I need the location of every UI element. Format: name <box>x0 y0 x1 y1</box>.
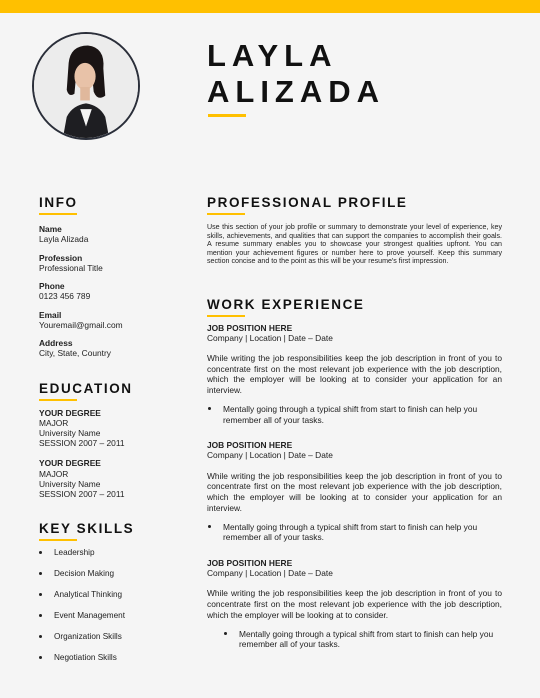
education-title: EDUCATION <box>39 380 133 396</box>
phone-label: Phone <box>39 281 65 291</box>
degree-major: MAJOR <box>39 417 69 428</box>
degree-university: University Name <box>39 427 101 438</box>
job-position: JOB POSITION HERE <box>207 557 293 568</box>
job-entry <box>207 440 502 543</box>
job-entry <box>207 558 502 650</box>
experience-title: WORK EXPERIENCE <box>207 296 365 312</box>
name-label: Name <box>39 224 62 234</box>
first-name: LAYLA <box>207 38 338 73</box>
job-entry <box>207 323 502 426</box>
job-description: While writing the job responsibilities keep the job description in front of you to concentrate first on the most relevant job experience with the job description, which the employer will be looking at to consider your application for an interview. <box>207 353 502 396</box>
skill-item: Analytical Thinking <box>39 590 189 611</box>
profession-value: Professional Title <box>39 262 103 273</box>
right-column <box>207 195 502 650</box>
education-item <box>39 458 189 499</box>
skill-item: Organization Skills <box>39 632 189 653</box>
profession-label: Profession <box>39 252 83 263</box>
skills-underline <box>39 539 77 541</box>
job-meta: Company | Location | Date – Date <box>207 450 333 461</box>
last-name: ALIZADA <box>207 74 386 109</box>
name-underline <box>208 114 246 117</box>
profile-text: Use this section of your job profile or summary to demonstrate your level of experience, key skills, achievements, and qualities that can support the companies to accomplish their goals. A resume summary enables you to showcase your strongest qualities upfront. You can mention your achievement figures or number here to prove yourself. Keep this summary section concise and to the point as this will be your resume's first impression. <box>207 223 502 265</box>
degree-title: YOUR DEGREE <box>39 407 101 418</box>
skills-title: KEY SKILLS <box>39 521 135 537</box>
skill-item: Leadership <box>39 548 189 569</box>
skill-item: Negotiation Skills <box>39 653 189 674</box>
experience-underline <box>207 315 245 317</box>
education-underline <box>39 399 77 401</box>
skill-item: Event Management <box>39 611 189 632</box>
left-column <box>39 195 189 674</box>
degree-title: YOUR DEGREE <box>39 458 101 469</box>
degree-session: SESSION 2007 – 2011 <box>39 488 125 499</box>
address-label: Address <box>39 338 73 348</box>
skills-list <box>39 548 189 674</box>
candidate-name <box>207 38 385 110</box>
top-accent-bar <box>0 0 540 13</box>
info-underline <box>39 213 77 215</box>
email-label: Email <box>39 309 62 320</box>
job-bullet: Mentally going through a typical shift from start to finish can help you remember all of your tasks. <box>207 404 502 425</box>
info-title: INFO <box>39 195 78 210</box>
job-meta: Company | Location | Date – Date <box>207 332 333 343</box>
degree-university: University Name <box>39 478 101 489</box>
address-value: City, State, Country <box>39 348 111 358</box>
job-position: JOB POSITION HERE <box>207 440 293 451</box>
degree-major: MAJOR <box>39 468 69 479</box>
profile-underline <box>207 213 245 215</box>
job-bullet: Mentally going through a typical shift from start to finish can help you remember all of your tasks. <box>223 629 502 650</box>
job-description: While writing the job responsibilities keep the job description in front of you to concentrate first on the most relevant job experience with the job description, which the employer will be looking at to consider. <box>207 588 502 620</box>
skill-item: Decision Making <box>39 569 189 590</box>
name-value: Layla Alizada <box>39 234 89 244</box>
profile-photo-image <box>34 34 138 138</box>
job-bullet: Mentally going through a typical shift from start to finish can help you remember all of your tasks. <box>207 522 502 543</box>
education-item <box>39 408 189 449</box>
profile-title: PROFESSIONAL PROFILE <box>207 195 408 210</box>
profile-photo <box>32 32 140 140</box>
job-meta: Company | Location | Date – Date <box>207 567 333 578</box>
degree-session: SESSION 2007 – 2011 <box>39 438 125 449</box>
job-description: While writing the job responsibilities keep the job description in front of you to concentrate first on the most relevant job experience with the job description, which the employer will be looking at to consider your application for an interview. <box>207 470 502 513</box>
job-position: JOB POSITION HERE <box>207 322 293 333</box>
email-value: Youremail@gmail.com <box>39 319 123 330</box>
phone-value: 0123 456 789 <box>39 291 91 301</box>
